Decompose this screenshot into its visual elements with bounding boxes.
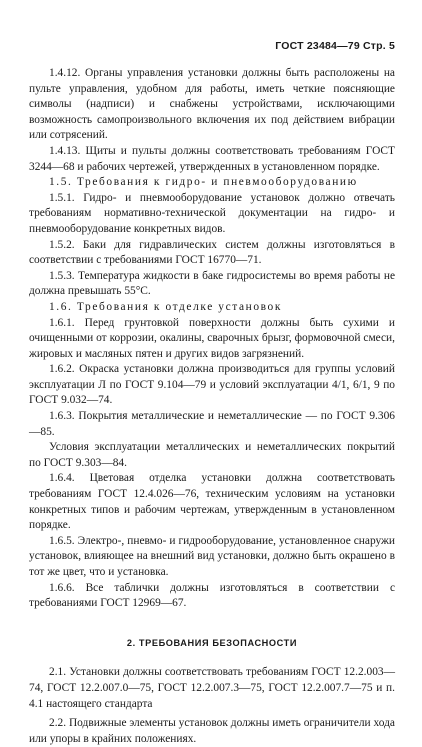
section-title-safety: 2. ТРЕБОВАНИЯ БЕЗОПАСНОСТИ (126, 637, 298, 648)
paragraph-conditions: Условия эксплуатации металлических и неметаллических покрытий по ГОСТ 9.303—84. (29, 441, 395, 469)
paragraph-1-6-4: 1.6.4. Цветовая отделка установки должна соответствовать требованиям ГОСТ 12.4.026—76, техническим условиям на установки конкретных типов и рабочим чертежам, утвержденным в установленном порядке. (29, 472, 395, 532)
subsection-heading-1-6: 1.6. Требования к отделке установок (49, 300, 282, 313)
paragraph-1-5-3: 1.5.3. Температура жидкости в баке гидросистемы во время работы не должна превышать 55°С. (29, 269, 395, 298)
paragraph-1-5-2: 1.5.2. Баки для гидравлических систем должны изготовляться в соответствии с требованиями ГОСТ 16770—71. (29, 238, 395, 267)
paragraph-2-2: 2.2. Подвижные элементы установок должны иметь ограничители хода или упоры в крайних положениях. (29, 717, 395, 745)
subsection-heading-1-5: 1.5. Требования к гидро- и пневмооборудованию (49, 176, 358, 189)
paragraph-2-1: 2.1. Установки должны соответствовать требованиям ГОСТ 12.2.003—74, ГОСТ 12.2.007.0—75, ГОСТ 12.2.007.3—75, ГОСТ 12.2.007.7—75 и п. 4.1 настоящего стандарта (29, 666, 395, 710)
paragraph-1-6-6: 1.6.6. Все таблички должны изготовляться в соответствии с требованиями ГОСТ 12969—67. (29, 581, 395, 610)
paragraph-1-6-3: 1.6.3. Покрытия металлические и неметаллические — по ГОСТ 9.306—85. (29, 410, 395, 438)
paragraph-1-4-13: 1.4.13. Щиты и пульты должны соответствовать требованиям ГОСТ 3244—68 и рабочих чертежей, утвержденных в установленном порядке. (29, 144, 395, 173)
page-header: ГОСТ 23484—79 Стр. 5 (275, 40, 395, 52)
paragraph-1-4-12: 1.4.12. Органы управления установки должны быть расположены на пульте управления, удобном для работы, иметь четкие поясняющие символы (надписи) и снабжены устройствами, исключающими возможность самопроизвольного включения их под действием вибрации или сотрясений. (29, 67, 395, 142)
paragraph-1-6-1: 1.6.1. Перед грунтовкой поверхности должны быть сухими и очищенными от коррозии, окалины, сварочных брызг, формовочной смеси, жировых и масляных пятен и других видов загрязнений. (29, 316, 395, 360)
paragraph-1-6-2: 1.6.2. Окраска установки должна производиться для группы условий эксплуатации Л по ГОСТ 9.104—79 и условий эксплуатации 4/1, 6/1, 9 по ГОСТ 9.032—74. (29, 363, 395, 407)
document-body (29, 66, 395, 747)
paragraph-1-6-5: 1.6.5. Электро-, пневмо- и гидрооборудование, установленное снаружи установок, влияющее на внешний вид установки, должно быть окрашено в тот же цвет, что и установка. (29, 534, 395, 578)
paragraph-1-5-1: 1.5.1. Гидро- и пневмооборудование установок должно отвечать требованиям нормативно-технической документации на гидро- и пневмооборудование конкретных видов. (29, 191, 395, 235)
